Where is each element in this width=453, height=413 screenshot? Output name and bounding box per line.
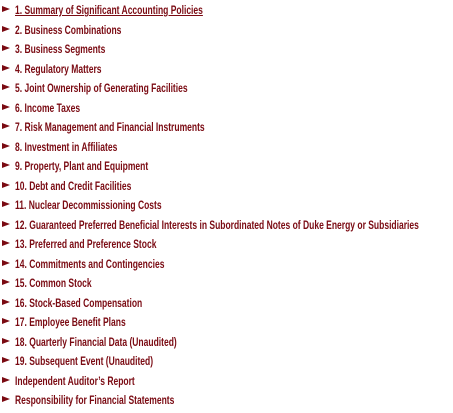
toc-link-label[interactable]: 7. Risk Management and Financial Instruments xyxy=(15,122,205,134)
right-arrow-icon xyxy=(2,396,10,402)
toc-link-item[interactable] xyxy=(0,20,453,40)
toc-link-label[interactable]: 16. Stock-Based Compensation xyxy=(15,297,143,310)
toc-link-label[interactable]: 17. Employee Benefit Plans xyxy=(15,317,126,329)
toc-link-label[interactable]: Independent Auditor’s Report xyxy=(15,375,135,388)
toc-link-item[interactable] xyxy=(0,59,453,79)
toc-link-label[interactable]: 5. Joint Ownership of Generating Facilities xyxy=(15,83,188,95)
toc-link-item[interactable] xyxy=(0,351,453,371)
toc-link-label[interactable]: 15. Common Stock xyxy=(15,278,92,290)
toc-link-item[interactable] xyxy=(0,371,453,391)
toc-link-label[interactable]: 11. Nuclear Decommissioning Costs xyxy=(15,200,162,212)
toc-link-label[interactable]: 2. Business Combinations xyxy=(15,24,122,37)
toc-link-item[interactable] xyxy=(0,195,453,215)
right-arrow-icon xyxy=(2,299,10,305)
toc-link-item[interactable] xyxy=(0,215,453,235)
right-arrow-icon xyxy=(2,240,10,246)
toc-link-item[interactable] xyxy=(0,390,453,410)
right-arrow-icon xyxy=(2,221,10,227)
toc-link-label[interactable]: 13. Preferred and Preference Stock xyxy=(15,239,157,251)
toc-link-item[interactable] xyxy=(0,156,453,176)
right-arrow-icon xyxy=(2,104,10,110)
right-arrow-icon xyxy=(2,377,10,383)
toc-link-item[interactable] xyxy=(0,234,453,254)
toc-link-label[interactable]: 19. Subsequent Event (Unaudited) xyxy=(15,356,154,368)
right-arrow-icon xyxy=(2,45,10,51)
right-arrow-icon xyxy=(2,260,10,266)
toc-link-label[interactable]: 9. Property, Plant and Equipment xyxy=(15,161,149,173)
right-arrow-icon xyxy=(2,6,10,12)
right-arrow-icon xyxy=(2,26,10,32)
toc-link-item[interactable] xyxy=(0,254,453,274)
toc-link-label[interactable]: 12. Guaranteed Preferred Beneficial Interests in Subordinated Notes of Duke Energy or Subsidiaries xyxy=(15,219,419,232)
toc-link-label[interactable]: 10. Debt and Credit Facilities xyxy=(15,180,132,193)
right-arrow-icon xyxy=(2,143,10,149)
right-arrow-icon xyxy=(2,318,10,324)
right-arrow-icon xyxy=(2,65,10,71)
toc-link-label[interactable]: 6. Income Taxes xyxy=(15,102,81,115)
toc-link-label[interactable]: 14. Commitments and Contingencies xyxy=(15,258,165,271)
toc-link-label[interactable]: Responsibility for Financial Statements xyxy=(15,395,175,407)
right-arrow-icon xyxy=(2,201,10,207)
toc-link-label[interactable]: 4. Regulatory Matters xyxy=(15,63,102,76)
toc-link-label[interactable]: 3. Business Segments xyxy=(15,44,106,56)
toc-link-item[interactable] xyxy=(0,0,453,20)
right-arrow-icon xyxy=(2,182,10,188)
toc-link-label[interactable]: 1. Summary of Significant Accounting Policies xyxy=(15,5,203,17)
toc-link-item[interactable] xyxy=(0,332,453,352)
right-arrow-icon xyxy=(2,338,10,344)
toc-link-item[interactable] xyxy=(0,273,453,293)
toc-link-item[interactable] xyxy=(0,137,453,157)
right-arrow-icon xyxy=(2,84,10,90)
toc-link-item[interactable] xyxy=(0,39,453,59)
toc-link-item[interactable] xyxy=(0,176,453,196)
toc-link-item[interactable] xyxy=(0,293,453,313)
toc-link-label[interactable]: 8. Investment in Affiliates xyxy=(15,141,118,154)
toc-link-item[interactable] xyxy=(0,117,453,137)
toc-link-item[interactable] xyxy=(0,98,453,118)
right-arrow-icon xyxy=(2,162,10,168)
right-arrow-icon xyxy=(2,279,10,285)
toc-link-item[interactable] xyxy=(0,312,453,332)
right-arrow-icon xyxy=(2,123,10,129)
toc-link-label[interactable]: 18. Quarterly Financial Data (Unaudited) xyxy=(15,336,177,349)
toc-link-item[interactable] xyxy=(0,78,453,98)
right-arrow-icon xyxy=(2,357,10,363)
